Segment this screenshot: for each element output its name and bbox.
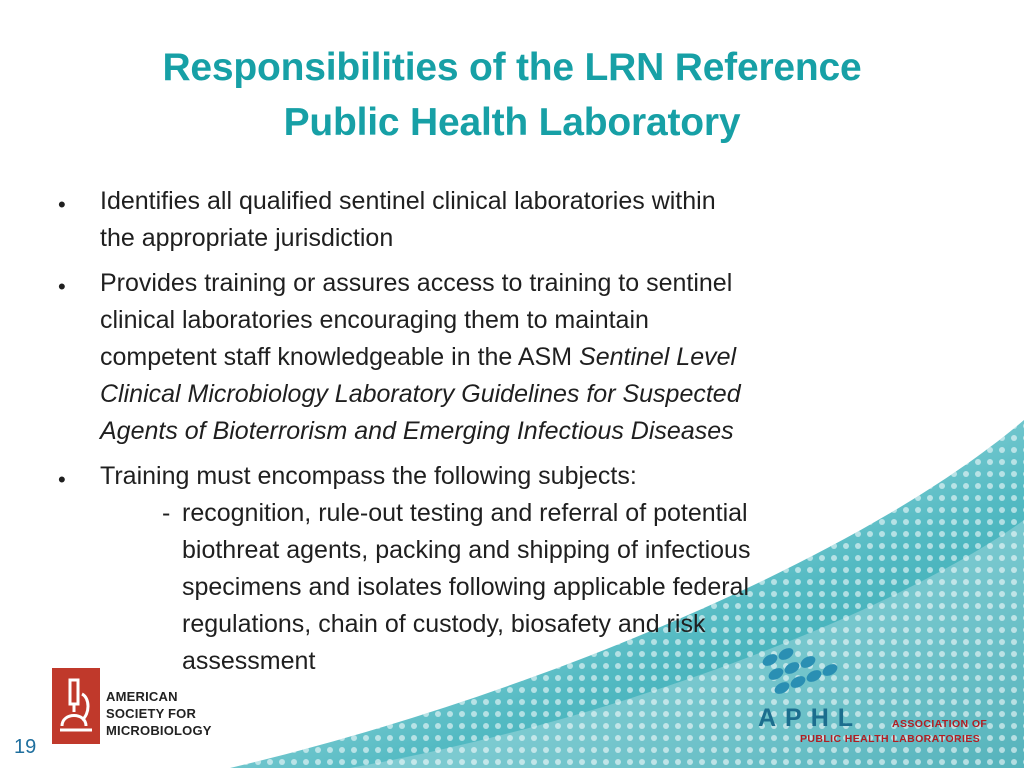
microscope-icon (52, 668, 100, 744)
guidelines-title-part1: Sentinel Level (579, 343, 737, 371)
bullet-marker: • (58, 274, 66, 299)
bullet2-line5 (100, 413, 734, 450)
page-number: 19 (14, 736, 37, 758)
subitem-line3: specimens and isolates following applicable federal (182, 573, 750, 601)
bullet2-line3 (100, 339, 736, 376)
bullet2-line4 (100, 376, 741, 413)
bullet2-line1: Provides training or assures access to training to sentinel (100, 269, 733, 297)
bullet-marker: • (58, 192, 66, 217)
bullet-marker: • (58, 467, 66, 492)
subitem-line5: assessment (182, 647, 316, 675)
subitem-line1: recognition, rule-out testing and referral of potential (182, 499, 748, 527)
slide-title-line1: Responsibilities of the LRN Reference (162, 46, 862, 89)
guidelines-title-part3: Agents of Bioterrorism and Emerging Infectious Diseases (100, 417, 734, 445)
bullet3-line1: Training must encompass the following subjects: (100, 462, 637, 490)
aphl-logo (752, 640, 1014, 752)
asm-logo-text (106, 688, 212, 739)
asm-logo (52, 668, 212, 744)
asm-line3: MICROBIOLOGY (106, 723, 212, 738)
subitem-dash: - (162, 499, 171, 527)
subitem-line2: biothreat agents, packing and shipping of infectious (182, 536, 751, 564)
subitem-line4: regulations, chain of custody, biosafety and risk (182, 610, 706, 638)
asm-line2: SOCIETY FOR (106, 706, 197, 721)
bullet2-line3-text: competent staff knowledgeable in the ASM (100, 343, 580, 371)
bullet1-line2: the appropriate jurisdiction (100, 224, 394, 252)
aphl-line1: ASSOCIATION OF (892, 718, 988, 730)
guidelines-title-part2: Clinical Microbiology Laboratory Guidelines for Suspected (100, 380, 741, 408)
bullet2-line2: clinical laboratories encouraging them to maintain (100, 306, 649, 334)
bullet1-line1: Identifies all qualified sentinel clinical laboratories within (100, 187, 716, 215)
aphl-letters: APHL (758, 704, 863, 732)
asm-line1: AMERICAN (106, 689, 178, 704)
aphl-dots-icon (752, 640, 852, 704)
slide-title-line2: Public Health Laboratory (283, 101, 741, 144)
aphl-line2: PUBLIC HEALTH LABORATORIES (800, 733, 981, 745)
